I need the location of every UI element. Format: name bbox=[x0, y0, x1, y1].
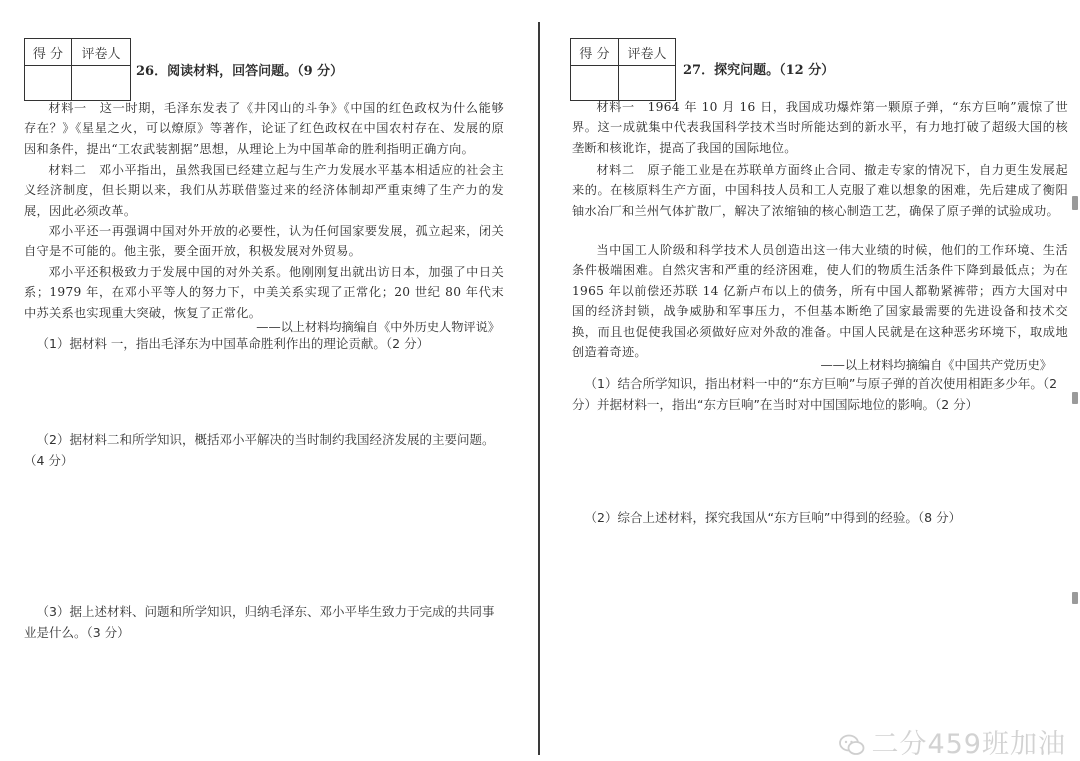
grader-cell[interactable] bbox=[72, 66, 131, 101]
grader-label: 评卷人 bbox=[72, 39, 131, 66]
edge-scan-mark bbox=[1072, 592, 1078, 604]
score-label: 得 分 bbox=[25, 39, 72, 66]
q26-subquestion-1: （1）据材料 一，指出毛泽东为中国革命胜利作出的理论贡献。（2 分） bbox=[36, 336, 430, 351]
q27-material-2a: 材料二 原子能工业是在苏联单方面终止合同、撤走专家的情况下，自力更生发展起来的。在核原料生产方面，中国科技人员和工人克服了难以想象的困难，先后建成了衡阳铀水冶厂和兰州气体扩散厂，解决了浓缩铀的核心制造工艺，确保了原子弹的试验成功。 bbox=[572, 163, 1068, 218]
question-27-title: 27．探究问题。（12 分） bbox=[683, 63, 835, 78]
q27-material-1: 材料一 1964 年 10 月 16 日，我国成功爆炸第一颗原子弹，“东方巨响”震惊了世界。这一成就集中代表我国科学技术当时所能达到的新水平，有力地打破了超级大国的核垄断和核讹诈，提高了我国的国际地位。 bbox=[572, 100, 1068, 155]
score-cell[interactable] bbox=[571, 66, 619, 101]
q26-material-2c: 邓小平还积极致力于发展中国的对外关系。他刚刚复出就出访日本，加强了中日关系；1979 年，在邓小平等人的努力下，中美关系实现了正常化；20 世纪 80 年代末中苏关系也实现重大突破，恢复了正常化。 bbox=[24, 265, 504, 320]
score-box bbox=[24, 38, 131, 101]
q27-material-2b: 当中国工人阶级和科学技术人员创造出这一伟大业绩的时候，他们的工作环境、生活条件极端困难。自然灾害和严重的经济困难，使人们的物质生活条件下降到最低点；为在 1965 年以前偿还苏联 14 亿新卢布以上的债务，所有中国人都勒紧裤带；西方大国对中国的经济封锁，战争威胁和军事压力，不但基本断绝了国家最需要的先进设备和技术交换，而且也促使我国必须做好应对外敌的准备。中国人民就是在这种恶劣环境下，取成地创造着奇迹。 bbox=[572, 243, 1068, 360]
q27-subquestion-2: （2）综合上述材料，探究我国从“东方巨响”中得到的经验。（8 分） bbox=[584, 510, 962, 525]
watermark-text: 二分459班加油 bbox=[871, 729, 1066, 760]
grader-label: 评卷人 bbox=[619, 39, 676, 66]
question-26-title: 26．阅读材料，回答问题。（9 分） bbox=[136, 64, 344, 79]
score-box bbox=[570, 38, 676, 101]
q26-material-2b: 邓小平还一再强调中国对外开放的必要性，认为任何国家要发展，孤立起来，闭关自守是不可能的。他主张，要全面开放，积极发展对外贸易。 bbox=[24, 224, 504, 259]
q27-source: ——以上材料均摘编自《中国共产党历史》 bbox=[820, 358, 1052, 372]
score-label: 得 分 bbox=[571, 39, 619, 66]
watermark bbox=[839, 722, 1066, 761]
q26-source: ——以上材料均摘编自《中外历史人物评说》 bbox=[256, 320, 500, 334]
q26-material-2a: 材料二 邓小平指出，虽然我国已经建立起与生产力发展水平基本相适应的社会主义经济制度，但长期以来，我们从苏联借鉴过来的经济体制却严重束缚了生产力的发展，因此必须改革。 bbox=[24, 163, 504, 218]
score-cell[interactable] bbox=[25, 66, 72, 101]
wechat-icon bbox=[839, 734, 865, 756]
edge-scan-mark bbox=[1072, 196, 1078, 210]
q27-subquestion-1: （1）结合所学知识，指出材料一中的“东方巨响”与原子弹的首次使用相距多少年。（2 分）并据材料一，指出“东方巨响”在当时对中国国际地位的影响。（2 分） bbox=[572, 376, 1058, 412]
edge-scan-mark bbox=[1072, 392, 1078, 404]
right-page bbox=[540, 0, 1080, 755]
q26-material-1: 材料一 这一时期，毛泽东发表了《井冈山的斗争》《中国的红色政权为什么能够存在？》《星星之火，可以燎原》等著作，论证了红色政权在中国农村存在、发展的原因和条件，提出“工农武装割据”思想，从理论上为中国革命的胜利指明正确方向。 bbox=[24, 101, 504, 156]
left-page bbox=[0, 0, 540, 755]
q26-subquestion-2: （2）据材料二和所学知识，概括邓小平解决的当时制约我国经济发展的主要问题。（4 分） bbox=[24, 432, 495, 468]
q26-subquestion-3: （3）据上述材料、问题和所学知识，归纳毛泽东、邓小平毕生致力于完成的共同事业是什么。（3 分） bbox=[24, 604, 495, 640]
grader-cell[interactable] bbox=[619, 66, 676, 101]
